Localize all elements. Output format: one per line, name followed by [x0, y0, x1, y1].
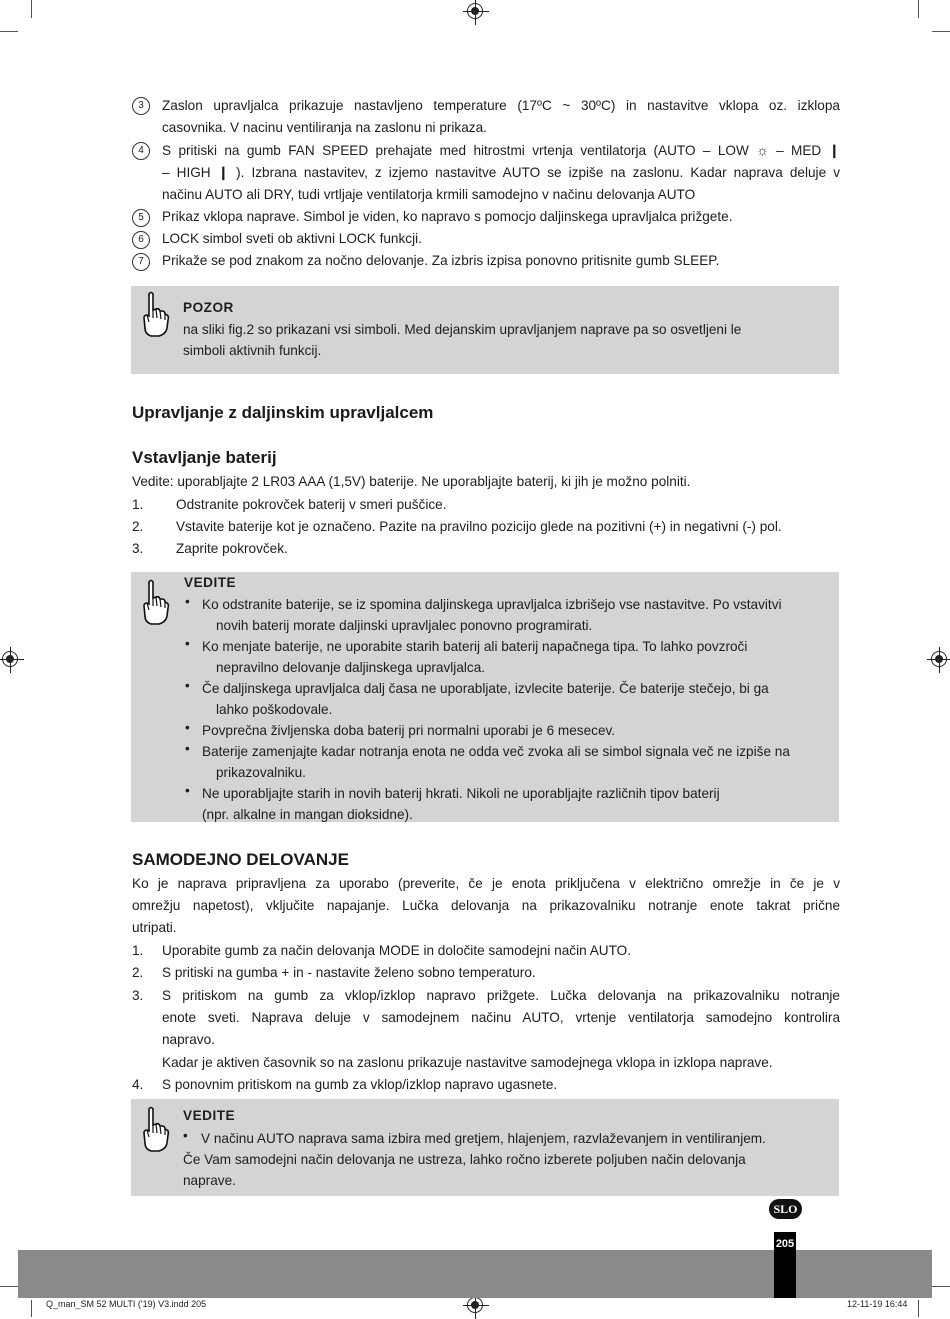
list-item-line: Prikaz vklopa naprave. Simbol je viden, ko napravo s pomocjo daljinskega upravljalca prižgete.: [162, 209, 733, 224]
step-number: 1.: [132, 497, 144, 512]
list-item-line: – HIGH ❙ ). Izbrana nastavitev, z izjemo nastavitve AUTO se izpiše na zaslonu. Kadar naprava deluje v: [162, 165, 840, 180]
step-text: enote sveti. Naprava deluje v samodejnem načinu AUTO, vrtenje ventilatorja samodejno kontrolira: [162, 1010, 840, 1025]
page-number-tab: [774, 1232, 796, 1298]
battery-intro: Vedite: uporabljajte 2 LR03 AAA (1,5V) baterije. Ne uporabljajte baterij, ki jih je možno polniti.: [132, 474, 691, 489]
print-date: 12-11-19 16:44: [847, 1299, 908, 1309]
auto-intro: omrežju napetost), vključite napajanje. Lučka delovanja na prikazovalniku notranje enote takrat prične: [132, 898, 840, 913]
step-text: S pritiski na gumba + in - nastavite želeno sobno temperaturo.: [162, 965, 536, 980]
crop-mark: [0, 31, 18, 32]
bullet-icon: •: [183, 1128, 188, 1143]
step-text: Odstranite pokrovček baterij v smeri puščice.: [176, 497, 447, 512]
step-number: 4.: [132, 1077, 144, 1092]
crop-mark: [918, 0, 919, 18]
registration-mark-icon: [467, 1297, 483, 1313]
file-slug: Q_man_SM 52 MULTI ('19) V3.indd 205: [46, 1299, 207, 1309]
registration-mark-icon: [931, 651, 947, 667]
pointing-hand-icon: [137, 290, 171, 340]
list-number: 4: [132, 142, 150, 160]
crop-mark: [31, 1300, 32, 1317]
step-text: napravo.: [162, 1032, 215, 1047]
note-title: VEDITE: [183, 1108, 236, 1123]
step-number: 3.: [132, 541, 144, 556]
list-item-line: Prikaže se pod znakom za nočno delovanje. Za izbris izpisa ponovno pritisnite gumb SLEEP.: [162, 253, 720, 268]
auto-intro: Ko je naprava pripravljena za uporabo (preverite, če je enota priključena v električno omrežje in če je v: [132, 876, 840, 891]
step-text: S ponovnim pritiskom na gumb za vklop/izklop napravo ugasnete.: [162, 1077, 558, 1092]
bullet-icon: •: [185, 720, 190, 735]
list-item-line: S pritiski na gumb FAN SPEED prehajate med hitrostmi vrtenja ventilatorja (AUTO – LOW ☼ – MED ❙: [162, 143, 840, 158]
list-item-line: casovnika. V nacinu ventiliranja na zaslonu ni prikaza.: [162, 120, 487, 135]
bullet-text: Povprečna življenska doba baterij pri normalni uporabi je 6 mesecev.: [202, 723, 616, 738]
bullet-text: lahko poškodovale.: [216, 702, 333, 717]
list-number: 3: [132, 97, 150, 115]
step-text: Vstavite baterije kot je označeno. Pazite na pravilno pozicijo glede na pozitivni (+) in negativni (-) pol.: [176, 519, 782, 534]
bullet-text: V načinu AUTO naprava sama izbira med gretjem, hlajenjem, razvlaževanjem in ventiliranjem.: [201, 1131, 766, 1146]
bullet-text: Baterije zamenjajte kadar notranja enota ne odda več zvoka ali se simbol signala več ne izpiše na: [202, 744, 790, 759]
bullet-text: (npr. alkalne in mangan dioksidne).: [202, 807, 413, 822]
step-text: S pritiskom na gumb za vklop/izklop napravo prižgete. Lučka delovanja na prikazovalniku notranje: [162, 988, 840, 1003]
crop-mark: [932, 1286, 950, 1287]
bullet-icon: •: [185, 741, 190, 756]
bullet-text: novih baterij morate daljinski upravljalec ponovno programirati.: [216, 618, 593, 633]
pointing-hand-icon: [137, 578, 171, 628]
registration-mark-icon: [2, 651, 18, 667]
list-number: 7: [132, 253, 150, 271]
note-text: Če Vam samodejni način delovanja ne ustreza, lahko ročno izberete poljuben način delovanja: [183, 1152, 746, 1167]
note-text: simboli aktivnih funkcij.: [183, 343, 322, 358]
info-box: [131, 1099, 839, 1196]
bullet-icon: •: [185, 636, 190, 651]
bullet-icon: •: [185, 678, 190, 693]
note-title: POZOR: [183, 300, 234, 315]
step-text: Uporabite gumb za način delovanja MODE in določite samodejni način AUTO.: [162, 943, 631, 958]
step-number: 3.: [132, 988, 144, 1003]
registration-mark-icon: [467, 3, 483, 19]
step-text: Zaprite pokrovček.: [176, 541, 288, 556]
bullet-icon: •: [185, 783, 190, 798]
crop-mark: [918, 1300, 919, 1317]
note-text: naprave.: [183, 1173, 236, 1188]
bullet-text: Ko odstranite baterije, se iz spomina daljinskega upravljalca izbrišejo vse nastavitve. Po vstavitvi: [202, 597, 782, 612]
section-heading: Vstavljanje baterij: [132, 448, 277, 467]
section-heading: SAMODEJNO DELOVANJE: [132, 850, 349, 869]
crop-mark: [932, 31, 950, 32]
bullet-text: prikazovalniku.: [216, 765, 306, 780]
language-badge: SLO: [769, 1199, 802, 1219]
step-number: 2.: [132, 965, 144, 980]
bullet-text: Ne uporabljajte starih in novih baterij hkrati. Nikoli ne uporabljajte različnih tipov baterij: [202, 786, 720, 801]
list-item-line: Zaslon upravljalca prikazuje nastavljeno temperature (17ºC ~ 30ºC) in nastavitve vklopa oz. izklopa: [162, 98, 840, 113]
section-heading: Upravljanje z daljinskim upravljalcem: [132, 403, 434, 422]
list-number: 5: [132, 209, 150, 227]
list-item-line: LOCK simbol sveti ob aktivni LOCK funkcji.: [162, 231, 422, 246]
page-number: 205: [775, 1238, 795, 1250]
info-box: [131, 572, 839, 822]
caution-box: [131, 286, 839, 374]
bullet-icon: •: [185, 594, 190, 609]
bullet-text: nepravilno delovanje daljinskega upravljalca.: [216, 660, 486, 675]
bullet-text: Če daljinskega upravljalca dalj časa ne uporabljate, izvlecite baterije. Če baterije stečejo, bi ga: [202, 681, 769, 696]
crop-mark: [31, 0, 32, 18]
crop-mark: [0, 1286, 18, 1287]
list-number: 6: [132, 231, 150, 249]
bullet-text: Ko menjate baterije, ne uporabite starih baterij ali baterij napačnega tipa. To lahko povzroči: [202, 639, 748, 654]
list-item-line: načinu AUTO ali DRY, tudi vrtljaje ventilatorja krmili samodejno v načinu delovanja AUTO: [162, 187, 696, 202]
pointing-hand-icon: [137, 1105, 171, 1155]
note-text: na sliki fig.2 so prikazani vsi simboli. Med dejanskim upravljanjem naprave pa so osvetljeni le: [183, 322, 742, 337]
step-number: 2.: [132, 519, 144, 534]
auto-intro: utripati.: [132, 920, 177, 935]
note-title: VEDITE: [184, 575, 237, 590]
step-text: Kadar je aktiven časovnik so na zaslonu prikazuje nastavitve samodejnega vklopa in izklopa naprave.: [162, 1055, 773, 1070]
step-number: 1.: [132, 943, 144, 958]
